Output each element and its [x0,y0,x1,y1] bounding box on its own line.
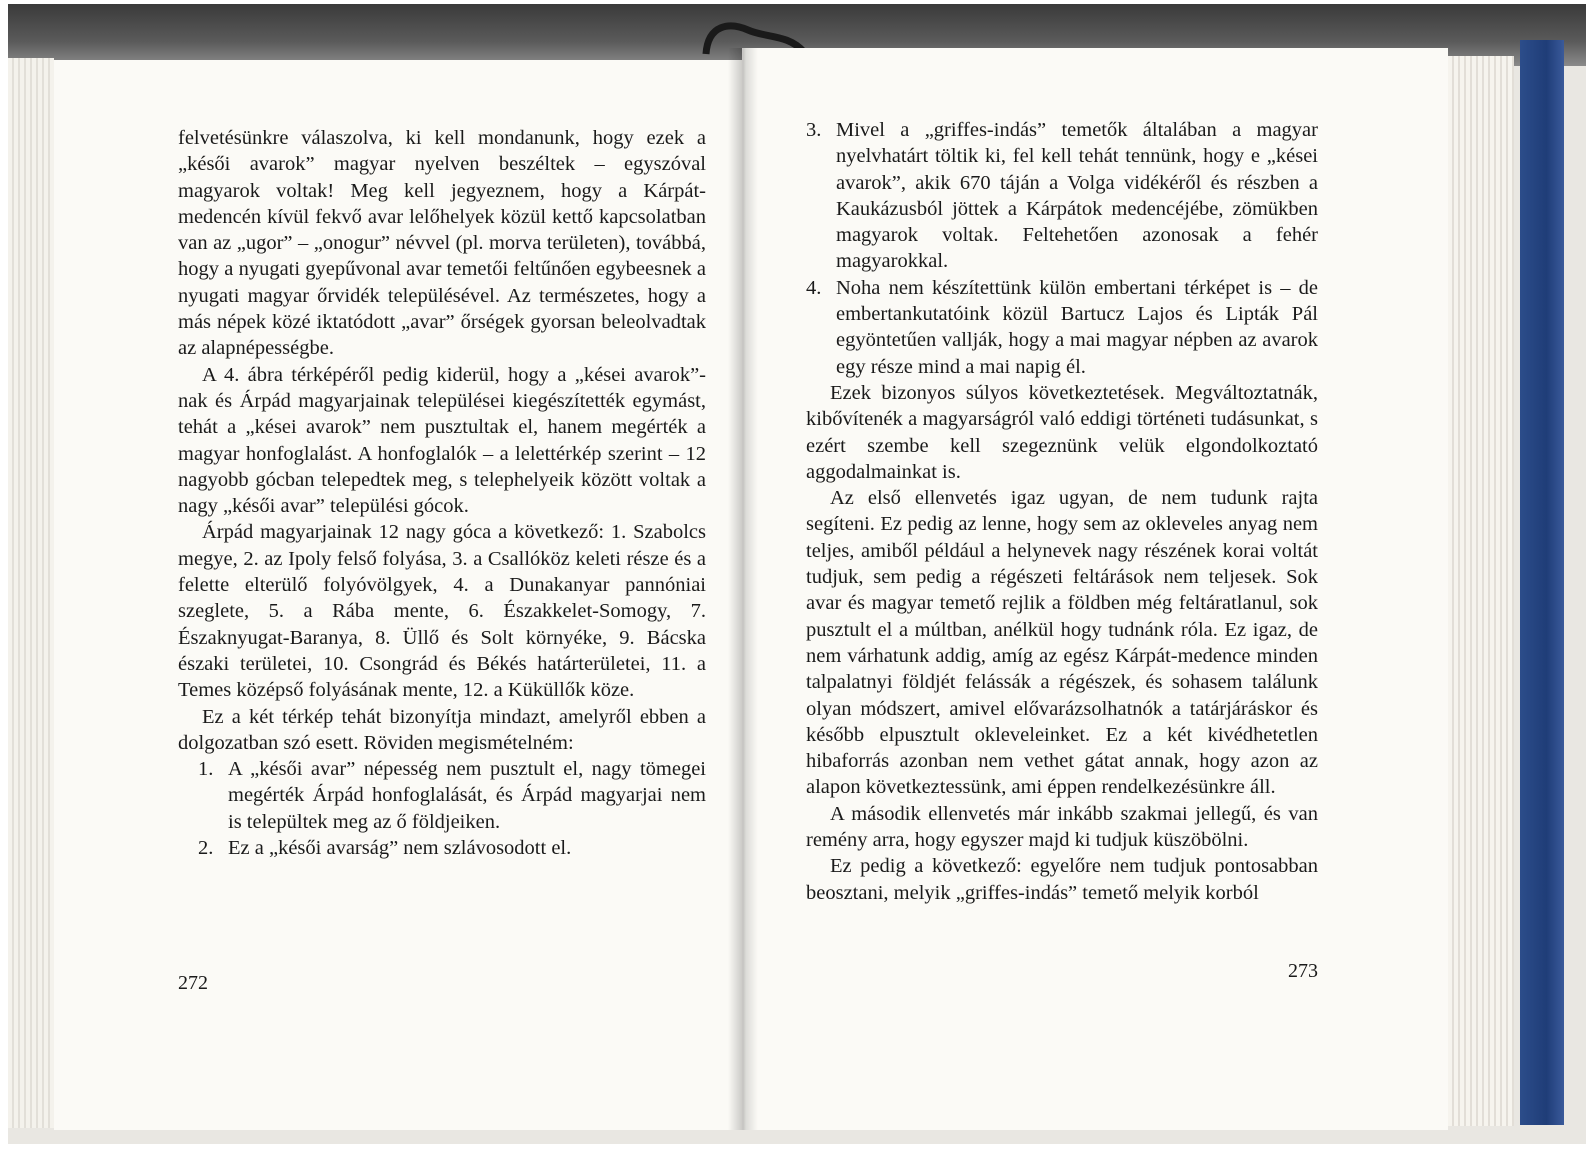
list-item [806,117,1318,275]
list-item [198,756,706,835]
right-page-text [806,117,1318,906]
paragraph: Az első ellenvetés igaz ugyan, de nem tudunk rajta segíteni. Ez pedig az lenne, hogy sem az okleveles anyag nem teljes, amiből például a helynevek nagy részének korai voltát tudjuk, sem pedig a régészeti feltárások nem teljesek. Sok avar és magyar temető rejlik a földben még feltáratlanul, sok pusztult el a múltban, anélkül hogy tudnánk róla. Ez igaz, de nem várhatunk addig, amíg az egész Kárpát-medence minden talpalatnyi földjét felássák a régészek, és sohasem találunk olyan módszert, amivel elővarázsolhatnók a tatárjáráskor és később elpusztult okleveleinket. Ez a két kivédhetetlen hibaforrás azonban nem vethet gátat annak, hogy azon az alapon következtessünk, ami éppen rendelkezésünkre áll. [806,487,1318,799]
book-cover [1520,40,1564,1125]
list-item [806,275,1318,380]
list-text: Mivel a „griffes-indás” temetők általában a magyar nyelvhatárt töltik ki, fel kell tehát tennünk, hogy e „kései avarok”, akik 670 táján a Volga vidékéről és részben a Kaukázusból jöttek a Kárpátok medencéjébe, zömükben magyarok voltak. Feltehetően azonosak a fehér magyarokkal. [836,119,1318,273]
list-item [198,835,706,861]
list-number: 3. [806,119,822,141]
paragraph: Árpád magyarjainak 12 nagy góca a következő: 1. Szabolcs megye, 2. az Ipoly felső folyása, 3. a Csallóköz keleti része és a felette elterülő folyóvölgyek, 4. a Dunakanyar pannóniai szeglete, 5. a Rába mente, 6. Északkelet-Somogy, 7. Északnyugat-Baranya, 8. Üllő és Solt környéke, 9. Bácska északi területei, 10. Csongrád és Békés határterületei, 11. a Temes középső folyásának mente, 12. a Küküllők köze. [178,521,706,702]
list-text: Noha nem készítettünk külön embertani térképet is – de embertankutatóink közül Bartucz Lajos és Lipták Pál egyöntetűen vallják, hogy a mai magyar népben az avarok egy része mind a mai napig él. [836,276,1318,378]
left-page-text [178,125,706,861]
paragraph: A második ellenvetés már inkább szakmai jellegű, és van remény arra, hogy egyszer majd ki tudjuk küszöbölni. [806,802,1318,852]
paragraph: Ez pedig a következő: egyelőre nem tudjuk pontosabban beosztani, melyik „griffes-indás” temető melyik korból [806,855,1318,904]
book-gutter [728,48,758,1130]
page-number-right: 273 [1288,960,1318,982]
paragraph: Ez a két térkép tehát bizonyítja mindazt, amelyről ebben a dolgozatban szó esett. Röviden megismételném: [178,705,706,754]
page-number-left: 272 [178,972,208,994]
page-edges-left [8,58,54,1128]
paragraph: felvetésünkre válaszolva, ki kell mondanunk, hogy ezek a „késői avarok” magyar nyelven beszéltek – egyszóval magyarok voltak! Meg kell jegyeznem, hogy a Kárpát-medencén kívül fekvő avar lelőhelyek közül kettő kapcsolatban van az „ugor” – „onogur” névvel (pl. morva területen), továbbá, hogy a nyugati gyepűvonal avar temetői feltűnően egybeesnek a nyugati magyar őrvidék településével. Az természetes, hogy a más népek közé iktatódott „avar” őrségek gyorsan beleolvadtak az alapnépességbe. [178,127,706,360]
paragraph: Ezek bizonyos súlyos következtetések. Megváltoztatnák, kibővítenék a magyarságról való eddigi történeti tudásunkat, s ezért szembe kell szegeznünk velük elgondolkoztató aggodalmainkat is. [806,381,1318,483]
list-text: A „késői avar” népesség nem pusztult el, nagy tömegei megérték Árpád honfoglalását, és Árpád magyarjai nem is települtek meg az ő földjeiken. [228,758,706,833]
paragraph: A 4. ábra térképéről pedig kiderül, hogy a „kései avarok”-nak és Árpád magyarjainak települései kiegészítették egymást, tehát a „kései avarok” nem pusztultak el, hanem megérték a magyar honfoglalást. A honfoglalók – a lelettérkép szerint – 12 nagyobb gócban telepedtek meg, s telephelyeik között voltak a nagy „késői avar” települési gócok. [178,363,706,518]
list-number: 4. [806,276,822,299]
list-number: 1. [198,758,214,781]
list-number: 2. [198,837,214,860]
list-text: Ez a „késői avarság” nem szlávosodott el. [228,837,572,860]
page-edges-right [1448,56,1514,1126]
